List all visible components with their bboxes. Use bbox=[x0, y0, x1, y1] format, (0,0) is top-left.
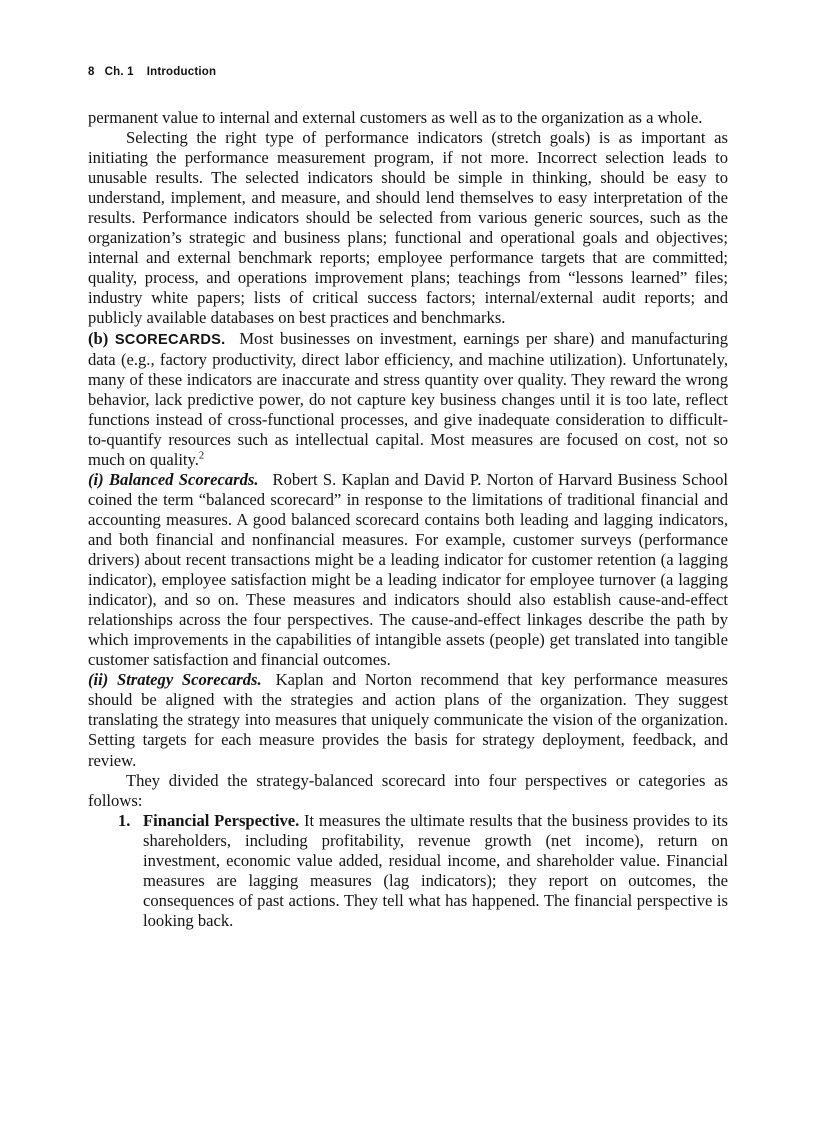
list-item-marker: 1. bbox=[118, 810, 131, 830]
subsection-heading-strategy-scorecards: Strategy Scorecards. bbox=[116, 670, 262, 690]
running-head bbox=[88, 66, 216, 78]
paragraph-continuation: permanent value to internal and external customers as well as to the organization as a whole. bbox=[88, 108, 703, 127]
subsection-heading-balanced-scorecards: Balanced Scorecards. bbox=[108, 469, 259, 489]
paragraph-four-perspectives: They divided the strategy-balanced scorecard into four perspectives or categories as follows: bbox=[88, 770, 728, 810]
subsection-strategy-scorecards-text: Kaplan and Norton recommend that key performance measures should be aligned with the strategies and action plans of the organization. They suggest translating the strategy into measures that uniquely communicate the vision of the organization. Setting targets for each measure provides the basis for strategy deployment, feedback, and review. bbox=[88, 670, 729, 770]
perspectives-list bbox=[88, 811, 728, 931]
paragraph-selecting-indicators: Selecting the right type of performance indicators (stretch goals) is as important as initiating the performance measurement program, if not more. Incorrect selection leads to unusable results. The selected indicators should be simple in thinking, should be easy to understand, implement, and measure, and should lend themselves to easy interpretation of the results. Performance indicators should be selected from various generic sources, such as the organization’s strategic and business plans; functional and operational goals and objectives; internal and external benchmark reports; employee performance targets that are committed; quality, process, and operations improvement plans; teachings from “lessons learned” files; industry white papers; lists of critical success factors; internal/external audit reports; and publicly available databases on best practices and benchmarks. bbox=[88, 128, 728, 328]
section-scorecards-text: Most businesses on investment, earnings per share) and manufacturing data (e.g., factory productivity, direct labor efficiency, and machine utilization). Unfortunately, many of these indicators are inaccurate and stress quantity over quality. They reward the wrong behavior, lack predictive power, do not capture key business changes until it is too late, reflect functions instead of cross-functional processes, and give inadequate consideration to difficult-to-quantify resources such as intellectual capital. Most measures are focused on cost, not so much on quality. bbox=[88, 328, 728, 469]
chapter-label: Ch. 1 bbox=[104, 66, 134, 78]
list-item bbox=[88, 811, 728, 931]
page-number: 8 bbox=[88, 66, 95, 78]
subsection-balanced-scorecards-text: Robert S. Kaplan and David P. Norton of Harvard Business School coined the term “balanced scorecard” in response to the limitations of traditional financial and accounting measures. A good balanced scorecard contains both leading and lagging indicators, and both financial and nonfinancial measures. For example, customer surveys (performance drivers) about recent transactions might be a leading indicator for customer retention (a lagging indicator), employee satisfaction might be a leading indicator for employee turnover (a lagging indicator), and so on. These measures and indicators should also establish cause-and-effect relationships across the four perspectives. The cause-and-effect linkages describe the path by which improvements in the capabilities of intangible assets (people) get translated into tangible customer satisfaction and financial outcomes. bbox=[88, 469, 728, 670]
chapter-title: Introduction bbox=[146, 66, 217, 78]
text-column bbox=[88, 108, 728, 931]
section-scorecards bbox=[88, 329, 728, 470]
section-heading-scorecards: SCORECARDS. bbox=[114, 331, 226, 348]
subsection-label-i: (i) bbox=[88, 469, 104, 489]
footnote-marker: 2 bbox=[198, 450, 205, 462]
section-label-b: (b) bbox=[88, 328, 109, 348]
list-item-text: It measures the ultimate results that the business provides to its shareholders, including profitability, revenue growth (net income), return on investment, economic value added, residual income, and shareholder value. Financial measures are lagging measures (lag indicators); they report on outcomes, the consequences of past actions. They tell what has happened. The financial perspective is looking back. bbox=[143, 810, 728, 930]
subsection-strategy-scorecards bbox=[88, 670, 728, 770]
subsection-label-ii: (ii) bbox=[88, 670, 109, 690]
list-item-heading: Financial Perspective. bbox=[143, 810, 300, 830]
subsection-balanced-scorecards bbox=[88, 470, 728, 670]
